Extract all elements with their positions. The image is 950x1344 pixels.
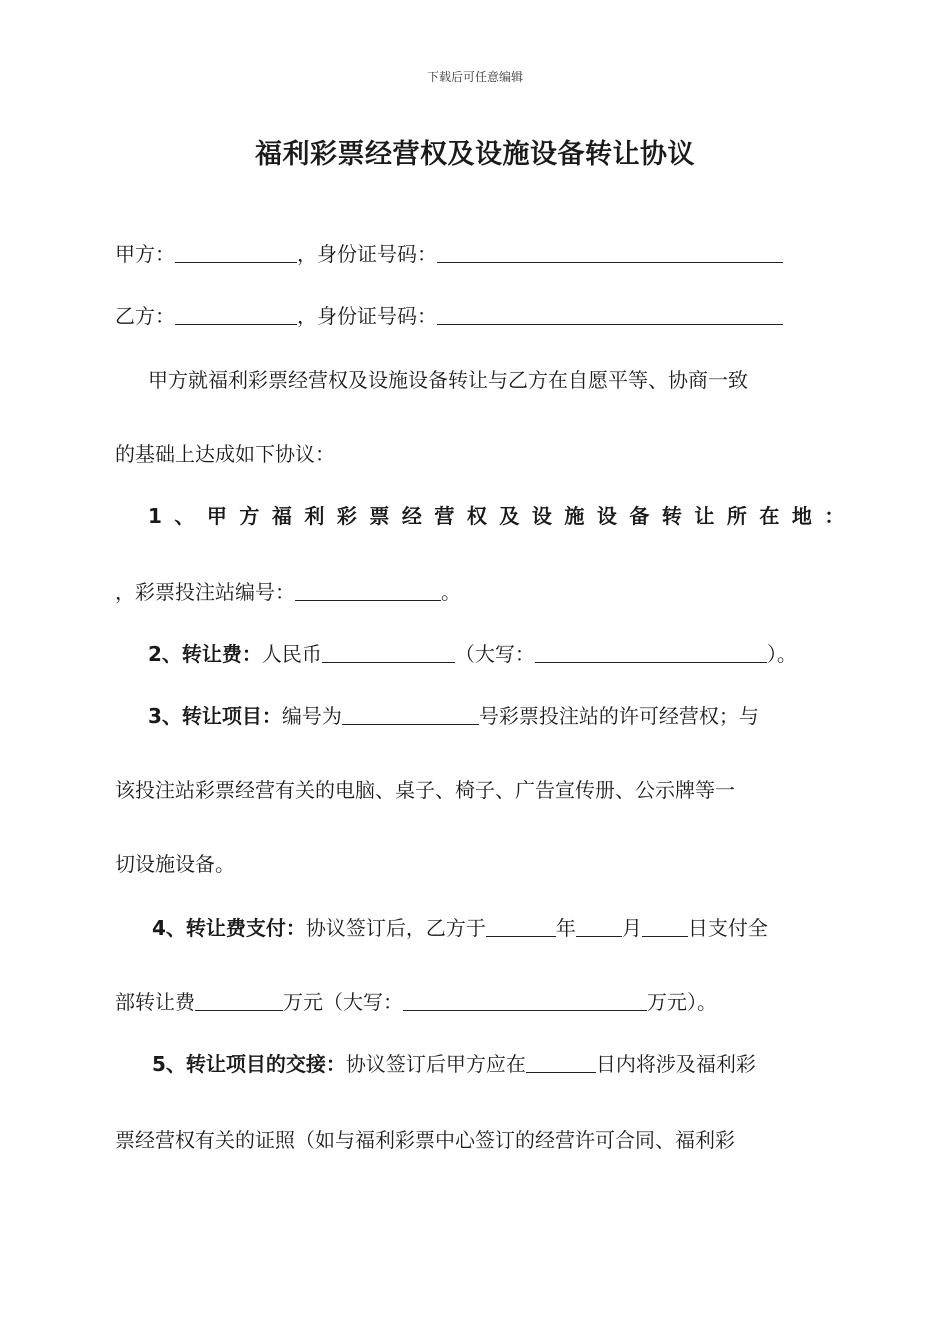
clause-5-text-2: 日内将涉及福利彩	[595, 1052, 756, 1076]
clause-4-line-2-pre: 部转让费	[115, 990, 195, 1014]
header-note: 下载后可任意编辑	[426, 70, 523, 84]
party-a-line	[115, 238, 783, 267]
clause-3-line-2: 该投注站彩票经营有关的电脑、桌子、椅子、广告宣传册、公示牌等一	[115, 778, 735, 802]
clause-2-line	[148, 638, 797, 667]
party-a-label: 甲方：	[115, 242, 175, 266]
party-b-line	[115, 300, 783, 329]
clause-4-line-1	[152, 912, 768, 941]
clause-1-station-label: ，彩票投注站编号：	[115, 580, 295, 604]
fee-amount-blank	[322, 642, 455, 663]
intro-line-1: 甲方就福利彩票经营权及设施设备转让与乙方在自愿平等、协商一致	[148, 368, 748, 392]
year-blank	[486, 916, 556, 937]
clause-4-line-2-post: 万元）。	[647, 990, 717, 1014]
clause-1-end: 。	[441, 580, 461, 604]
clause-5-text-1: 协议签订后甲方应在	[345, 1052, 526, 1076]
clause-5-line-2: 票经营权有关的证照（如与福利彩票中心签订的经营许可合同、福利彩	[115, 1128, 735, 1152]
station-number-blank	[295, 580, 441, 601]
clause-3-heading: 3、转让项目：	[148, 704, 282, 728]
clause-4-text-2: 日支付全	[687, 916, 768, 940]
party-b-name-blank	[175, 304, 297, 325]
total-fee-blank	[195, 990, 283, 1011]
clause-4-heading: 4、转让费支付：	[152, 916, 306, 940]
party-a-id-blank	[437, 242, 783, 263]
month-label: 月	[621, 916, 642, 940]
day-blank	[642, 916, 688, 937]
document-title: 福利彩票经营权及设施设备转让协议	[255, 139, 695, 170]
clause-2-text-3: ）。	[766, 642, 797, 666]
clause-4-line-2-mid: 万元（大写：	[283, 990, 403, 1014]
clause-3-line-3: 切设施设备。	[115, 852, 235, 876]
clause-1-heading: 1、甲方福利彩票经营权及设施设备转让所在地：	[148, 504, 857, 528]
clause-5-line-1	[152, 1048, 756, 1077]
clause-2-heading: 2、转让费：	[148, 642, 262, 666]
month-blank	[576, 916, 622, 937]
clause-2-text-2: （大写：	[454, 642, 535, 666]
station-id-blank	[342, 704, 479, 725]
clause-1-line-2	[115, 576, 461, 605]
clause-4-line-2	[115, 986, 717, 1015]
handover-days-blank	[526, 1052, 596, 1073]
intro-line-2: 的基础上达成如下协议：	[115, 442, 335, 466]
party-b-label: 乙方：	[115, 304, 175, 328]
clause-3-line-1	[148, 700, 759, 729]
clause-5-heading: 5、转让项目的交接：	[152, 1052, 346, 1076]
clause-3-text-2: 号彩票投注站的许可经营权；与	[478, 704, 759, 728]
clause-3-text-1: 编号为	[281, 704, 342, 728]
party-a-id-label: ，身份证号码：	[297, 242, 437, 266]
party-b-id-label: ，身份证号码：	[297, 304, 437, 328]
fee-amount-words-blank	[535, 642, 767, 663]
year-label: 年	[555, 916, 576, 940]
clause-4-text-1: 协议签订后，乙方于	[305, 916, 486, 940]
total-fee-words-blank	[403, 990, 647, 1011]
party-a-name-blank	[175, 242, 297, 263]
party-b-id-blank	[437, 304, 783, 325]
clause-2-text-1: 人民币	[261, 642, 322, 666]
